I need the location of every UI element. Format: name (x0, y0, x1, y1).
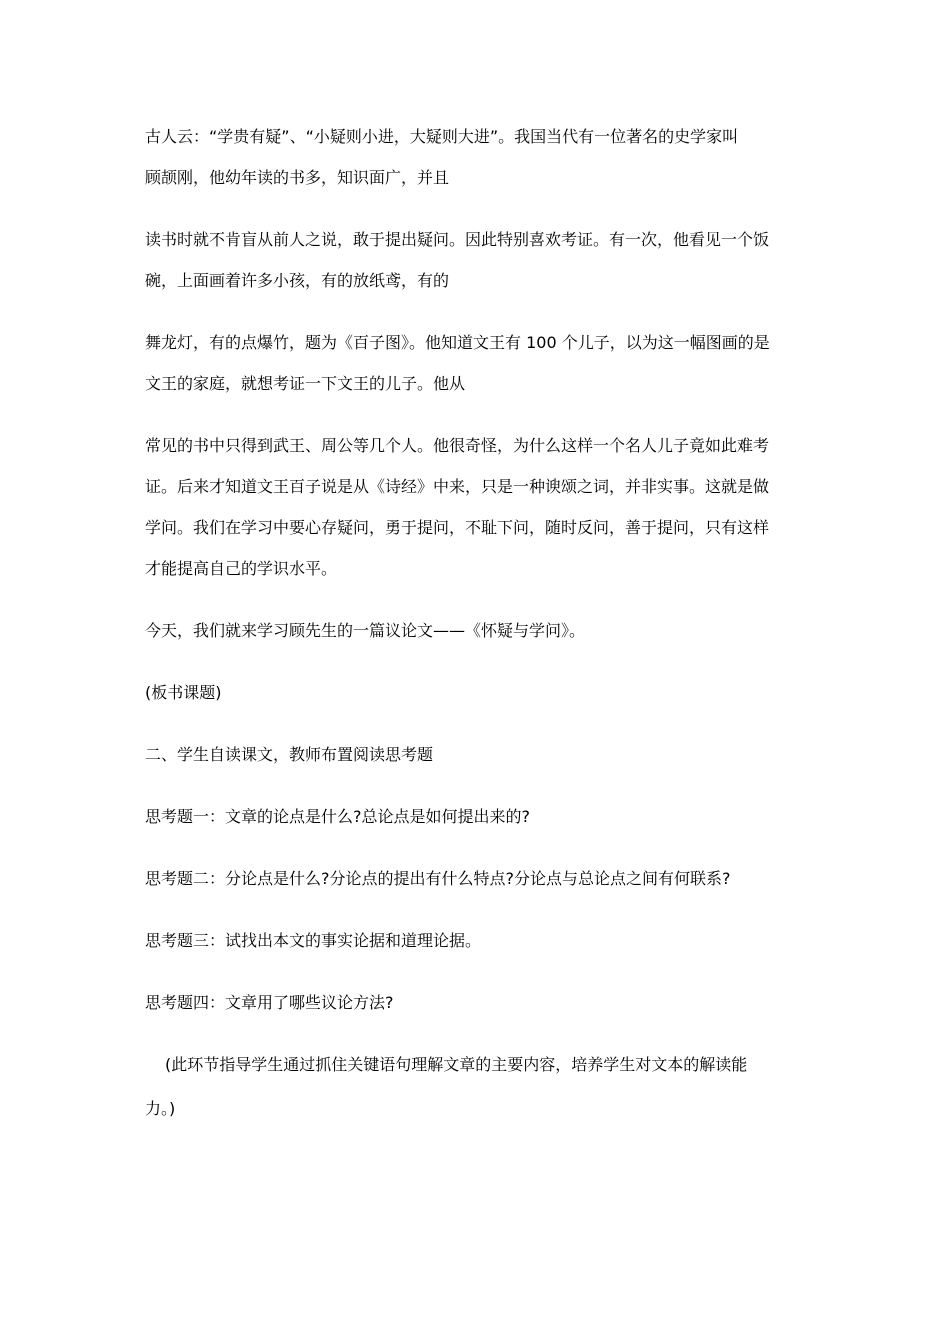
text-line: (板书课题) (145, 683, 222, 702)
text-line: 常见的书中只得到武王、周公等几个人。他很奇怪，为什么这样一个名人儿子竟如此难考 (145, 436, 770, 455)
intro-paragraph-3 (145, 322, 810, 404)
text-line: 证。后来才知道文王百子说是从《诗经》中来，只是一种谀颂之词，并非实事。这就是做 (145, 477, 770, 496)
text-line: 古人云：“学贵有疑”、“小疑则小进，大疑则大进”。我国当代有一位著名的史学家叫 (145, 127, 739, 146)
text-line: 文王的家庭，就想考证一下文王的儿子。他从 (145, 374, 466, 393)
intro-paragraph-4 (145, 425, 810, 589)
intro-paragraph-2 (145, 219, 810, 301)
question-3 (145, 920, 810, 961)
text-line: 顾颉刚，他幼年读的书多，知识面广，并且 (145, 168, 450, 187)
text-line: 思考题一：文章的论点是什么?总论点是如何提出来的? (145, 807, 530, 826)
intro-paragraph-1 (145, 116, 810, 198)
section-heading (145, 734, 810, 775)
text-line: 才能提高自己的学识水平。 (145, 559, 338, 578)
text-line: 思考题三：试找出本文的事实论据和道理论据。 (145, 931, 482, 950)
teaching-note (145, 1043, 810, 1131)
board-title-note (145, 672, 810, 713)
text-line: 力。) (145, 1099, 176, 1118)
question-1 (145, 796, 810, 837)
lesson-intro-paragraph (145, 610, 810, 651)
text-line: 读书时就不肯盲从前人之说，敢于提出疑问。因此特别喜欢考证。有一次，他看见一个饭 (145, 230, 770, 249)
text-line: 今天，我们就来学习顾先生的一篇议论文——《怀疑与学问》。 (145, 621, 586, 640)
text-line: 思考题二：分论点是什么?分论点的提出有什么特点?分论点与总论点之间有何联系? (145, 869, 731, 888)
text-line: 碗，上面画着许多小孩，有的放纸鸢，有的 (145, 271, 450, 290)
text-line: 学问。我们在学习中要心存疑问，勇于提问，不耻下问，随时反问，善于提问，只有这样 (145, 518, 770, 537)
question-2 (145, 858, 810, 899)
text-line: 思考题四：文章用了哪些议论方法? (145, 993, 394, 1012)
question-4 (145, 982, 810, 1023)
text-line: 舞龙灯，有的点爆竹，题为《百子图》。他知道文王有 100 个儿子，以为这一幅图画的是 (145, 333, 770, 352)
text-line: 二、学生自读课文，教师布置阅读思考题 (145, 745, 434, 764)
text-line: (此环节指导学生通过抓住关键语句理解文章的主要内容，培养学生对文本的解读能 (165, 1055, 748, 1074)
